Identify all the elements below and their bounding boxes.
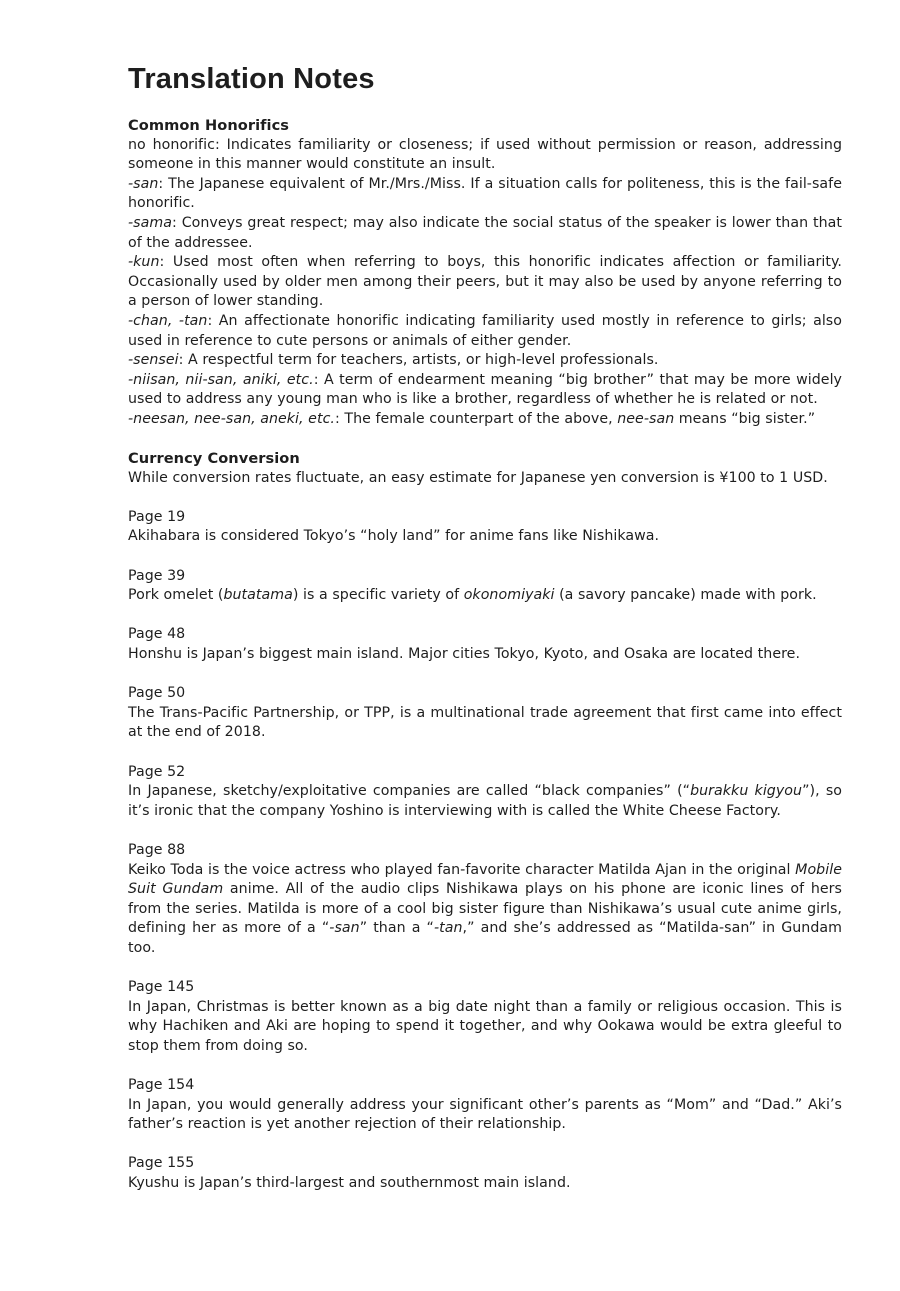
note-text-segment: In Japanese, sketchy/exploitative companies are called “black companies” (“ (128, 783, 691, 800)
note-text-segment: ,” and she’s addressed as “Matilda-san” in Gundam too. (128, 920, 842, 956)
honorific-term: -sama (128, 214, 172, 231)
honorific-definition-secondary: means “big sister.” (674, 410, 816, 427)
note-text (128, 704, 842, 743)
honorific-entry (128, 253, 842, 312)
honorific-definition: : An affectionate honorific indicating familiarity used mostly in reference to girls; also used in reference to cute persons or animals of either gender. (128, 312, 842, 349)
note-page-number: Page 52 (128, 763, 186, 780)
honorific-entry (128, 214, 842, 253)
note-page-number: Page 154 (128, 1077, 195, 1094)
honorific-definition: : Conveys great respect; may also indicate the social status of the speaker is lower than that of the addressee. (128, 214, 842, 251)
note-text (128, 527, 842, 547)
page-note (128, 1154, 842, 1193)
note-text-italic: -san (329, 920, 360, 937)
honorific-entry (128, 371, 842, 410)
translation-notes-page (128, 62, 842, 1213)
page-note (128, 567, 842, 606)
page-note (128, 763, 842, 822)
note-text-segment: Keiko Toda is the voice actress who played fan-favorite character Matilda Ajan in the original (128, 861, 796, 878)
note-page-number: Page 88 (128, 841, 186, 858)
honorific-definition: : The Japanese equivalent of Mr./Mrs./Miss. If a situation calls for politeness, this is the fail-safe honorific. (128, 175, 842, 212)
honorific-definition: : A term of endearment meaning “big brother” that may be more widely used to address any young man who is like a brother, regardless of whether he is related or not. (128, 371, 843, 408)
honorific-entry (128, 312, 842, 351)
note-text-segment: Pork omelet ( (128, 587, 224, 604)
note-text-segment: ) is a specific variety of (292, 587, 464, 604)
note-page-number: Page 39 (128, 567, 186, 584)
page-note (128, 508, 842, 547)
page-notes-list (128, 508, 842, 1194)
note-text-italic: butatama (223, 587, 293, 604)
page-note (128, 625, 842, 664)
honorific-entry (128, 175, 842, 214)
note-text-italic: -tan (433, 920, 463, 937)
page-title: Translation Notes (128, 63, 375, 95)
note-text (128, 1174, 842, 1194)
note-page-number: Page 19 (128, 508, 186, 525)
honorific-entry (128, 351, 842, 371)
note-text-segment: In Japan, Christmas is better known as a big date night than a family or religious occasion. This is why Hachiken and Aki are hoping to spend it together, and why Ookawa would be extra gleeful to stop them from doing so. (128, 998, 842, 1054)
honorific-entry (128, 136, 842, 175)
honorific-definition: : A respectful term for teachers, artists, or high-level professionals. (178, 352, 659, 369)
note-text (128, 645, 842, 665)
page-note (128, 1076, 842, 1135)
honorific-term: -kun (128, 254, 160, 271)
note-text-italic: burakku kigyou (690, 783, 803, 800)
note-text (128, 861, 842, 959)
note-text-segment: The Trans-Pacific Partnership, or TPP, is a multinational trade agreement that first came into effect at the end of 2018. (128, 704, 842, 741)
note-page-number: Page 50 (128, 685, 186, 702)
honorific-definition: : Used most often when referring to boys, this honorific indicates affection or familiarity. Occasionally used by older men among their peers, but it may also be used by anyone referring to a person of lower standing. (128, 254, 842, 310)
note-text-segment: anime. All of the audio clips Nishikawa plays on his phone are iconic lines of hers from the series. Matilda is more of a cool big sister figure than Nishikawa’s usual cute anime girls, defining her as more of a “ (128, 881, 842, 937)
note-text (128, 998, 842, 1057)
note-text-segment: (a savory pancake) made with pork. (554, 587, 817, 604)
honorific-term: -chan, -tan (128, 312, 208, 329)
honorific-term: -san (128, 175, 159, 192)
honorific-definition: : The female counterpart of the above, (334, 410, 618, 427)
note-text-italic: okonomiyaki (463, 587, 555, 604)
page-note (128, 978, 842, 1056)
note-text-segment: ”), so it’s ironic that the company Yoshino is interviewing with is called the White Cheese Factory. (128, 783, 842, 819)
note-text (128, 586, 842, 606)
page-note (128, 684, 842, 743)
note-text-segment: Honshu is Japan’s biggest main island. Major cities Tokyo, Kyoto, and Osaka are located there. (128, 646, 801, 663)
currency-text: While conversion rates fluctuate, an easy estimate for Japanese yen conversion is ¥100 to 1 USD. (128, 469, 828, 486)
honorific-definition: : Indicates familiarity or closeness; if used without permission or reason, addressing someone in this manner would constitute an insult. (128, 136, 842, 173)
page-note (128, 841, 842, 959)
note-page-number: Page 145 (128, 979, 195, 996)
note-text-segment: ” than a “ (359, 920, 434, 937)
note-page-number: Page 48 (128, 626, 186, 643)
note-page-number: Page 155 (128, 1155, 195, 1172)
honorific-term: -niisan, nii-san, aniki, etc. (128, 371, 314, 388)
honorific-term-secondary: nee-san (617, 410, 675, 427)
honorific-entry (128, 410, 842, 430)
section-heading-honorifics: Common Honorifics (128, 117, 290, 134)
note-text-italic: Mobile Suit Gundam (128, 861, 842, 898)
note-text-segment: Akihabara is considered Tokyo’s “holy land” for anime fans like Nishikawa. (128, 528, 660, 545)
note-text-segment: In Japan, you would generally address your significant other’s parents as “Mom” and “Dad.” Aki’s father’s reaction is yet another rejection of their relationship. (128, 1096, 842, 1133)
honorifics-section (128, 116, 842, 430)
note-text (128, 1096, 842, 1135)
note-text (128, 782, 842, 821)
honorific-term: no honorific (128, 136, 215, 153)
currency-section (128, 449, 842, 488)
honorific-term: -neesan, nee-san, aneki, etc. (128, 410, 335, 427)
section-heading-currency: Currency Conversion (128, 450, 300, 468)
note-text-segment: Kyushu is Japan’s third-largest and southernmost main island. (128, 1175, 571, 1192)
honorific-term: -sensei (128, 352, 179, 369)
